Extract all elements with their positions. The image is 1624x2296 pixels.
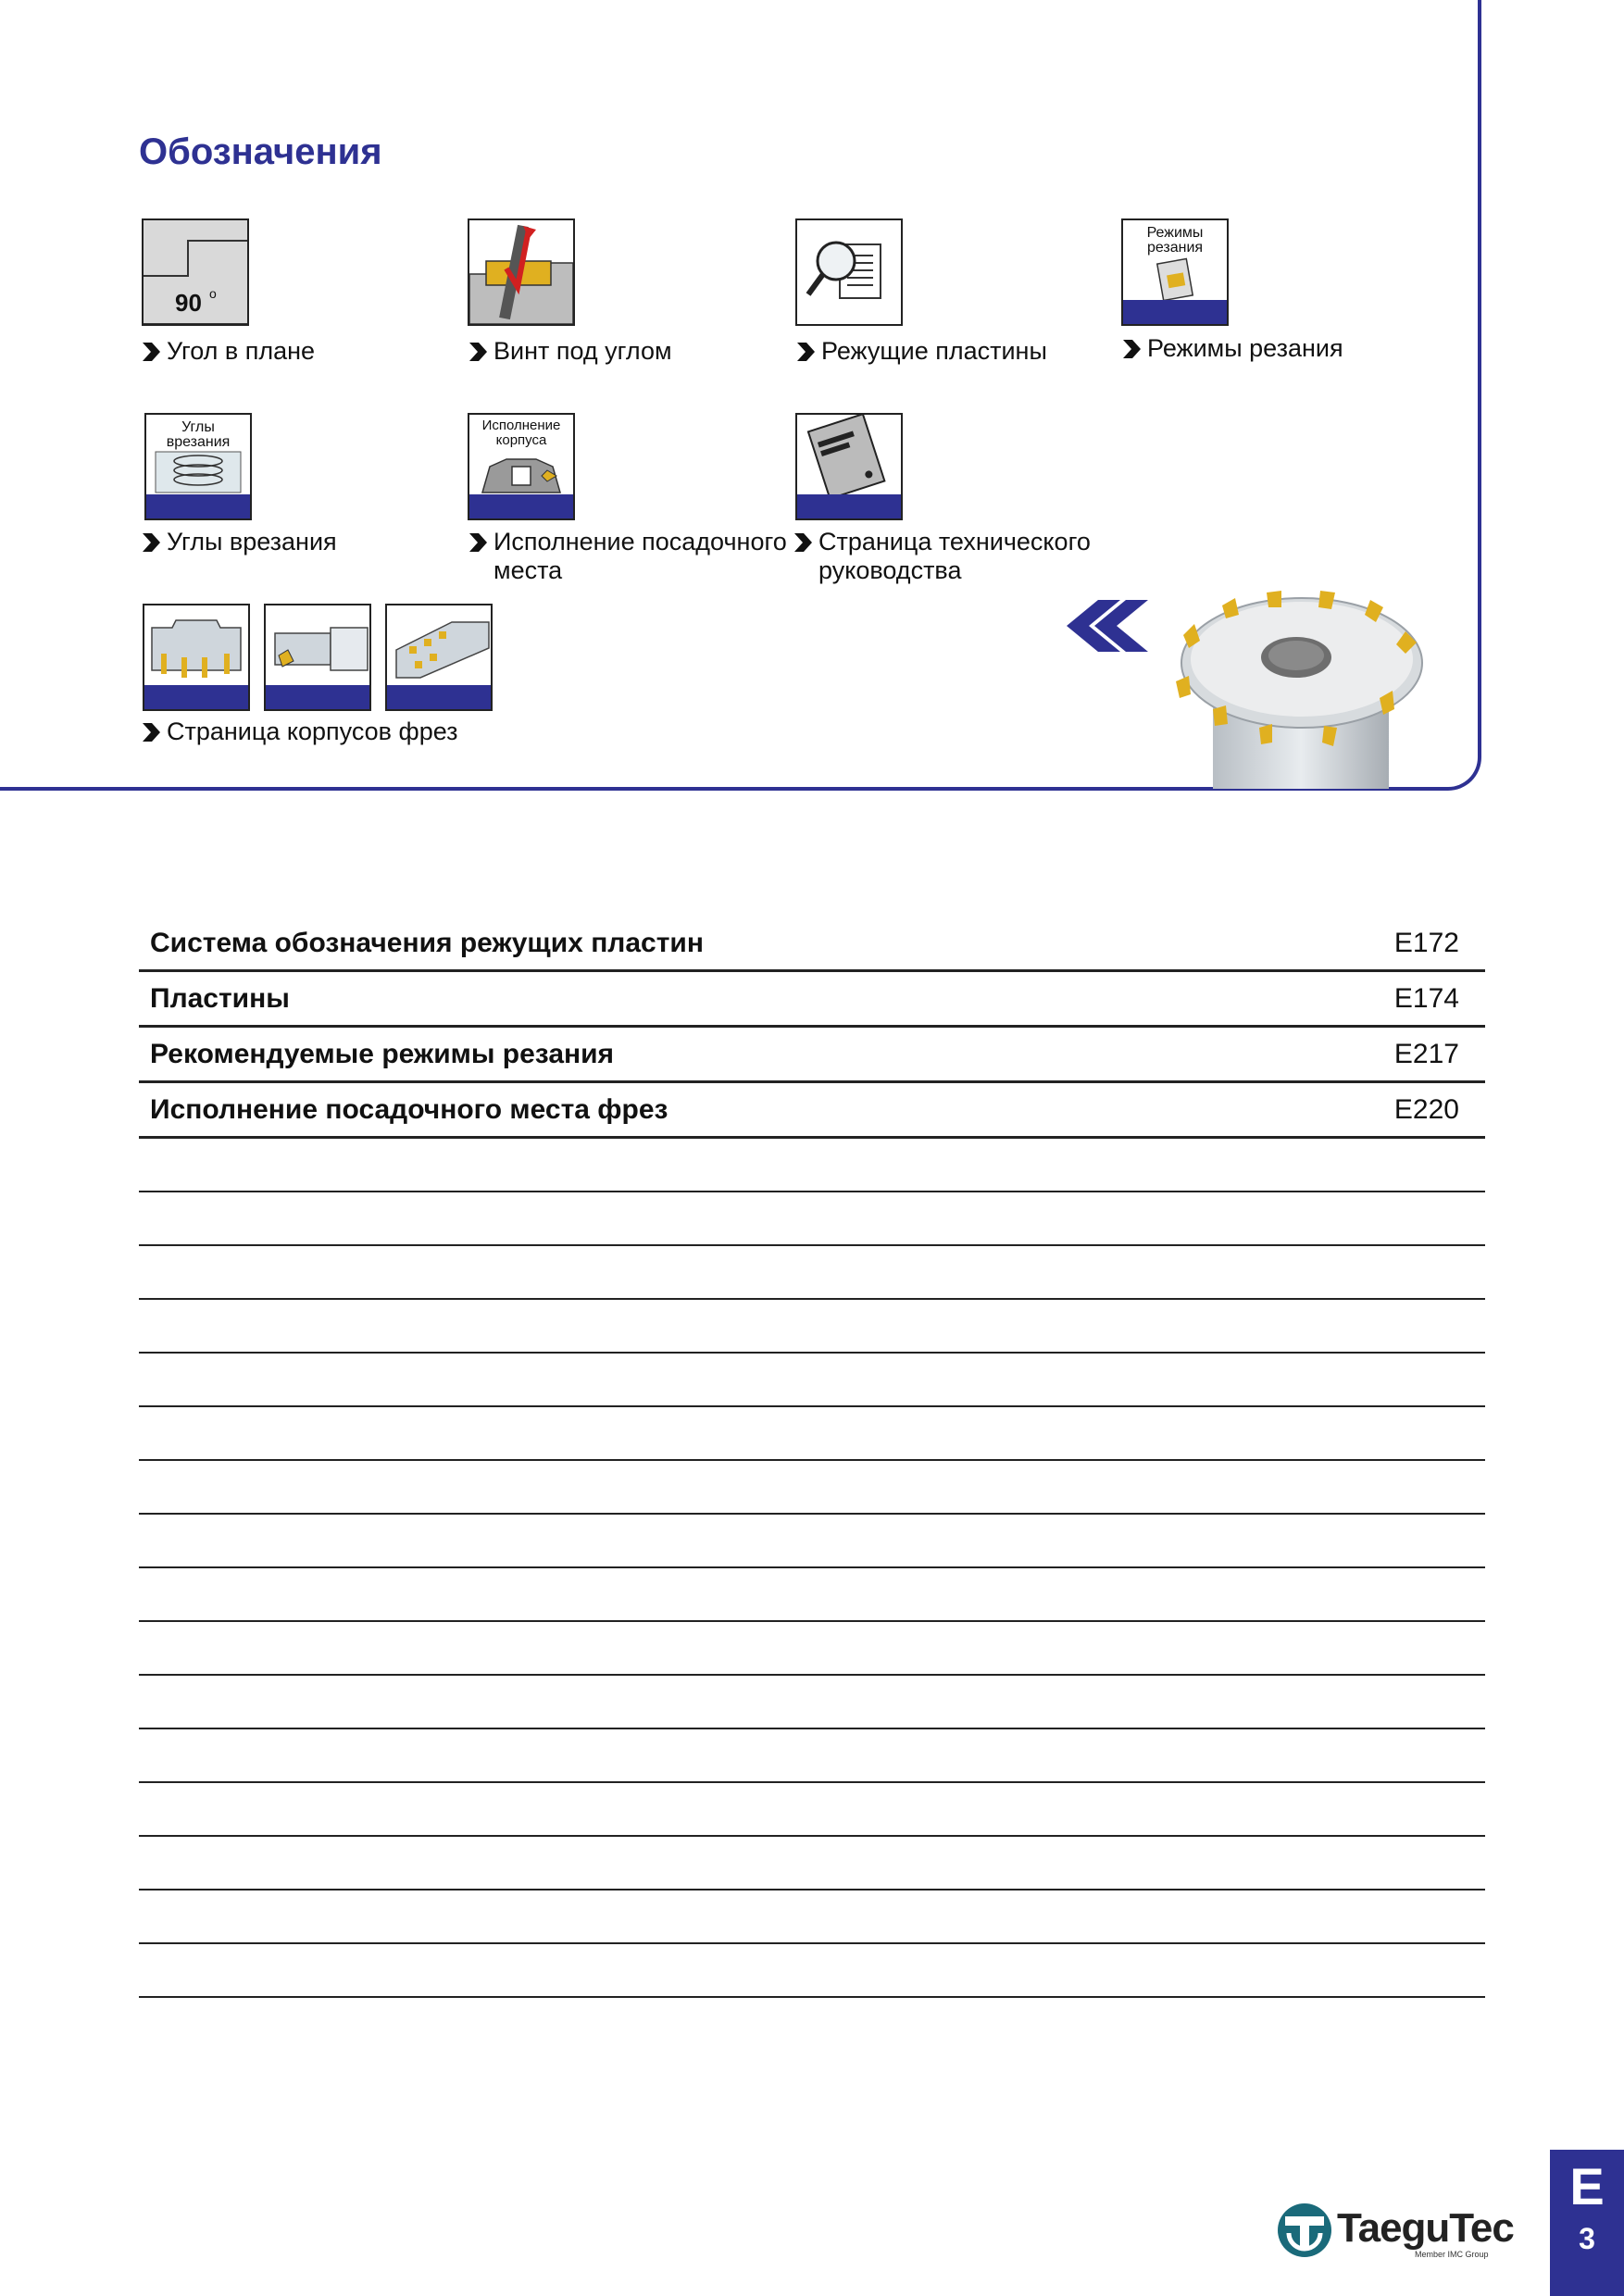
table-row[interactable]: Исполнение посадочного места фрез E220 [139,1083,1485,1139]
inserts-magnifier-icon [795,218,903,326]
chevron-right-icon [141,721,161,743]
empty-row [139,1515,1485,1568]
taegutec-logo: TaeguTec Member IMC Group [1276,2202,1526,2263]
chevron-right-icon [141,341,161,363]
cutter-body-face-icon [143,604,250,711]
legend-item-cutter-bodies: Страница корпусов фрез [141,718,458,746]
svg-text:o: o [209,286,217,301]
svg-text:резания: резания [1146,240,1204,256]
svg-text:врезания: врезания [166,434,231,450]
contents-table [139,917,1485,1998]
empty-row [139,1192,1485,1246]
legend-item-cutting-conditions: Режимы резания [1121,334,1343,363]
empty-row [139,1837,1485,1890]
section-tab: E 3 [1550,2150,1624,2296]
empty-row [139,1622,1485,1676]
empty-row [139,1354,1485,1407]
empty-row [139,1783,1485,1837]
double-chevron-left-icon[interactable] [1067,600,1150,652]
empty-row [139,1246,1485,1300]
chevron-right-icon [468,531,488,554]
chevron-right-icon [793,531,813,554]
empty-row [139,1568,1485,1622]
legend-item-approach-angle: Угол в плане [141,337,315,366]
empty-row [139,1944,1485,1998]
taegutec-logo-mark [1276,2202,1333,2259]
empty-row [139,1890,1485,1944]
face-mill-image [1156,580,1454,789]
chevron-right-icon [795,341,816,363]
body-design-icon [468,413,575,520]
empty-row [139,1407,1485,1461]
empty-row [139,1300,1485,1354]
cutting-conditions-icon [1121,218,1229,326]
svg-text:корпуса: корпуса [495,432,547,448]
table-row[interactable]: Рекомендуемые режимы резания E217 [139,1028,1485,1083]
empty-row [139,1461,1485,1515]
approach-angle-icon [142,218,249,326]
svg-text:90: 90 [175,289,202,317]
svg-text:Исполнение: Исполнение [481,418,561,433]
legend-item-angled-screw: Винт под углом [468,337,672,366]
table-row[interactable]: Система обозначения режущих пластин E172 [139,917,1485,972]
legend-item-ramping-angles: Углы врезания [141,528,337,556]
cutter-body-shank-icon [264,604,371,711]
legend-item-technical-guide: Страница технического руководства [793,528,1091,585]
chevron-right-icon [1121,338,1142,360]
svg-text:Режимы: Режимы [1146,225,1204,241]
chevron-right-icon [141,531,161,554]
legend-item-body-design: Исполнение посадочного места [468,528,787,585]
empty-row [139,1729,1485,1783]
angled-screw-icon [468,218,575,326]
svg-text:Углы: Углы [181,419,215,435]
legend-item-inserts: Режущие пластины [795,337,1047,366]
empty-row [139,1139,1485,1192]
chevron-right-icon [468,341,488,363]
empty-row [139,1676,1485,1729]
ramping-angles-icon [144,413,252,520]
cutter-body-helical-icon [385,604,493,711]
technical-guide-icon [795,413,903,520]
legend-title: Обозначения [139,131,382,172]
table-row[interactable]: Пластины E174 [139,972,1485,1028]
